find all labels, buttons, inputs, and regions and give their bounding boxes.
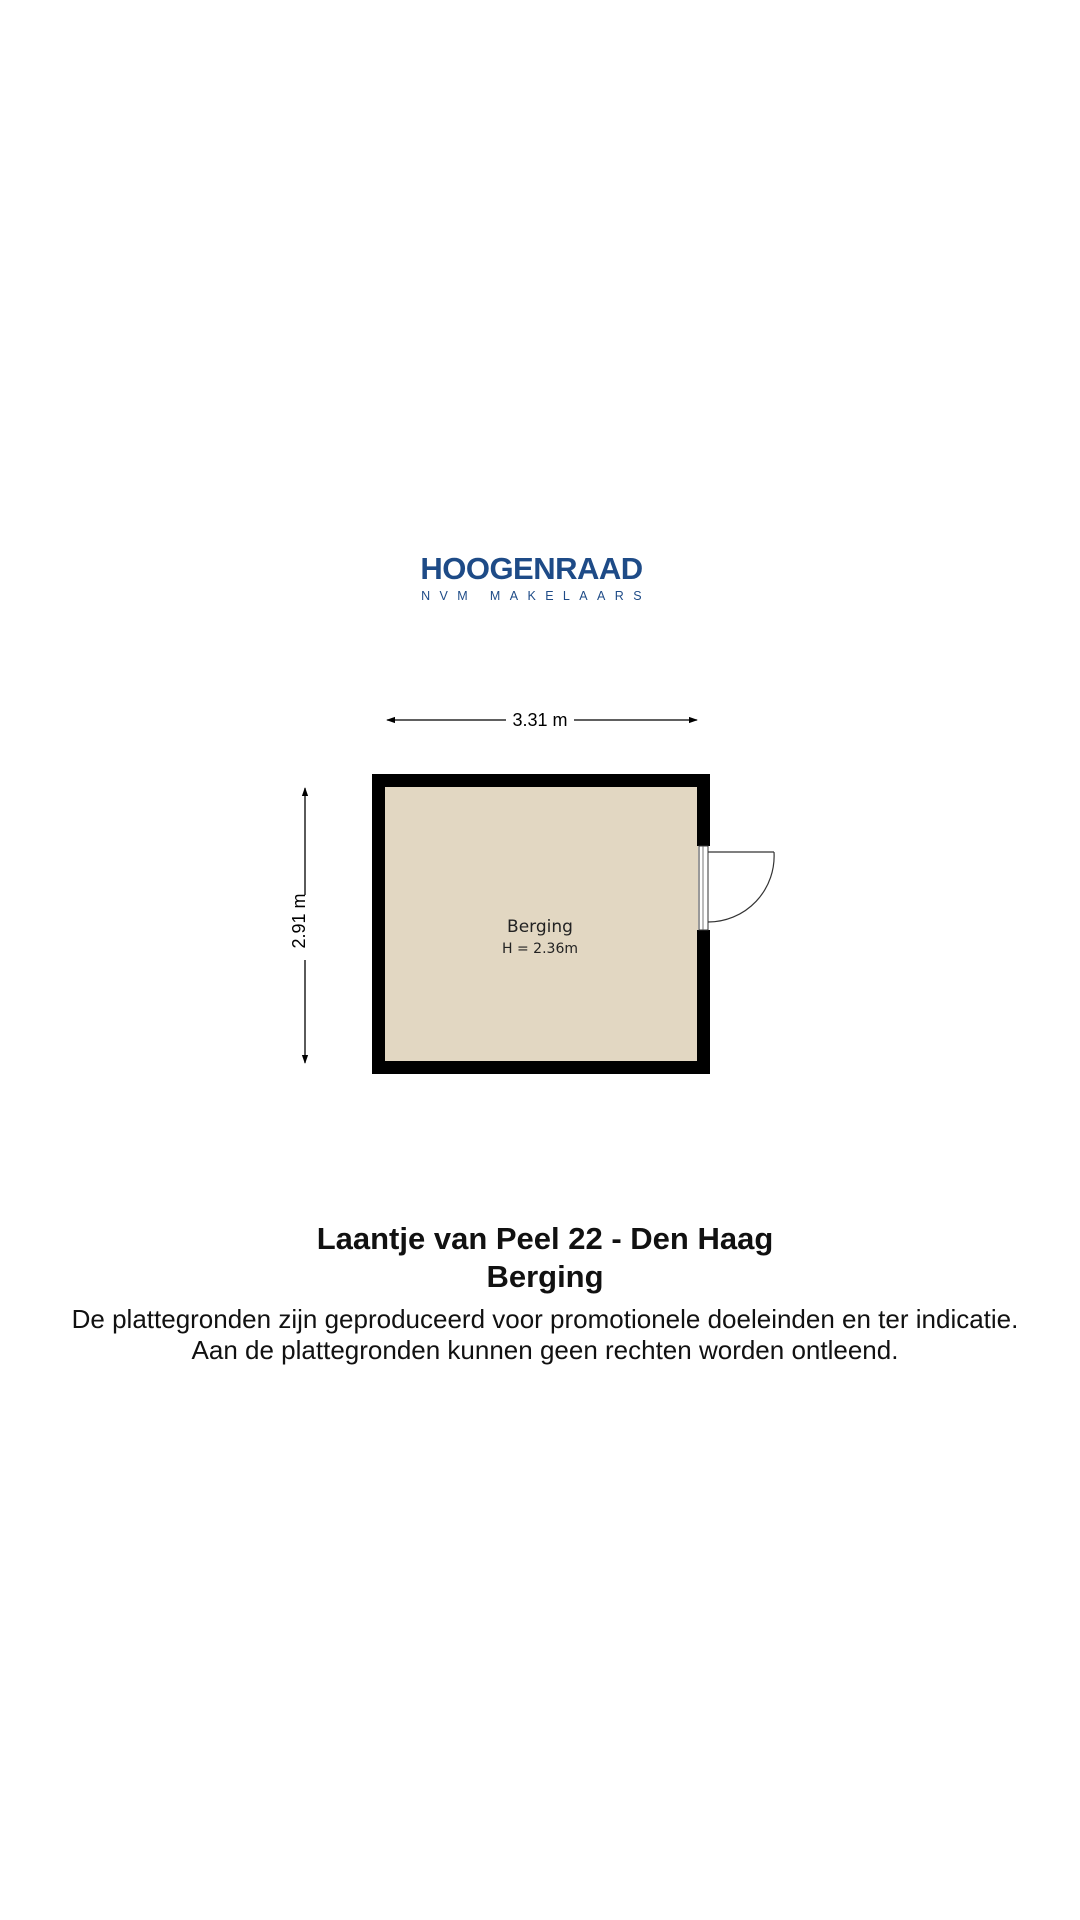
logo-name: HOOGENRAAD	[420, 551, 643, 586]
depth-label: 2.91 m	[289, 893, 309, 949]
wall-bottom	[372, 1061, 710, 1074]
depth-dimension	[289, 788, 309, 1063]
wall-left	[372, 774, 385, 1074]
logo-subtitle: NVM MAKELAARS	[421, 589, 651, 603]
width-label: 3.31 m	[512, 710, 568, 730]
floor-level-title: Berging	[486, 1259, 604, 1294]
room-height: H = 2.36m	[502, 941, 578, 957]
wall-right-lower	[697, 930, 710, 1074]
wall-right-upper	[697, 774, 710, 846]
door-swing-arc	[708, 852, 774, 922]
footer	[0, 1220, 1080, 1366]
door-frame	[699, 846, 708, 930]
room-name: Berging	[507, 917, 573, 937]
disclaimer	[0, 1304, 1080, 1366]
door	[699, 846, 774, 930]
width-dimension	[387, 710, 697, 730]
wall-top	[372, 774, 710, 787]
property-address: Laantje van Peel 22 - Den Haag	[316, 1221, 774, 1256]
disclaimer-line-2: Aan de plattegronden kunnen geen rechten worden ontleend.	[191, 1335, 899, 1365]
disclaimer-line-1: De plattegronden zijn geproduceerd voor promotionele doeleinden en ter indicatie.	[71, 1304, 1019, 1334]
